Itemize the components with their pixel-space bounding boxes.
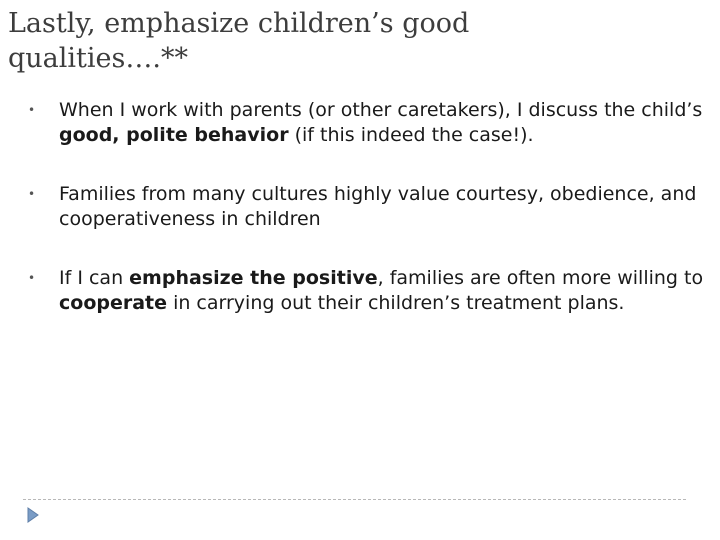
bullet-item — [28, 182, 718, 232]
bullet-text-segment: (if this indeed the case!). — [288, 124, 534, 146]
bullet-text-segment: If I can — [59, 267, 130, 289]
bullet-text-segment: , families are often more willing to — [377, 267, 704, 289]
bullet-dot: • — [28, 103, 36, 117]
footer-divider — [23, 499, 686, 500]
bullet-text-emphasis: emphasize the positive — [129, 267, 378, 289]
bullet-dot: • — [28, 271, 36, 285]
bullet-text-segment: When I work with parents (or other caretakers), I discuss the child’s — [59, 99, 703, 121]
bullet-text — [59, 99, 702, 146]
bullet-list — [28, 98, 718, 350]
bullet-dot: • — [28, 187, 36, 201]
play-arrow-icon[interactable] — [23, 506, 41, 524]
bullet-item — [28, 98, 718, 148]
bullet-text-emphasis: good, polite behavior — [59, 124, 289, 146]
bullet-text-segment: in carrying out their children’s treatment plans. — [167, 292, 625, 314]
slide-title: Lastly, emphasize children’s good qualities….** — [8, 8, 470, 74]
bullet-text — [59, 183, 696, 230]
bullet-text-segment: Families from many cultures highly value courtesy, obedience, and cooperativeness in children — [59, 183, 697, 230]
bullet-text-emphasis: cooperate — [59, 292, 168, 314]
bullet-item — [28, 266, 718, 316]
bullet-text — [59, 267, 703, 314]
